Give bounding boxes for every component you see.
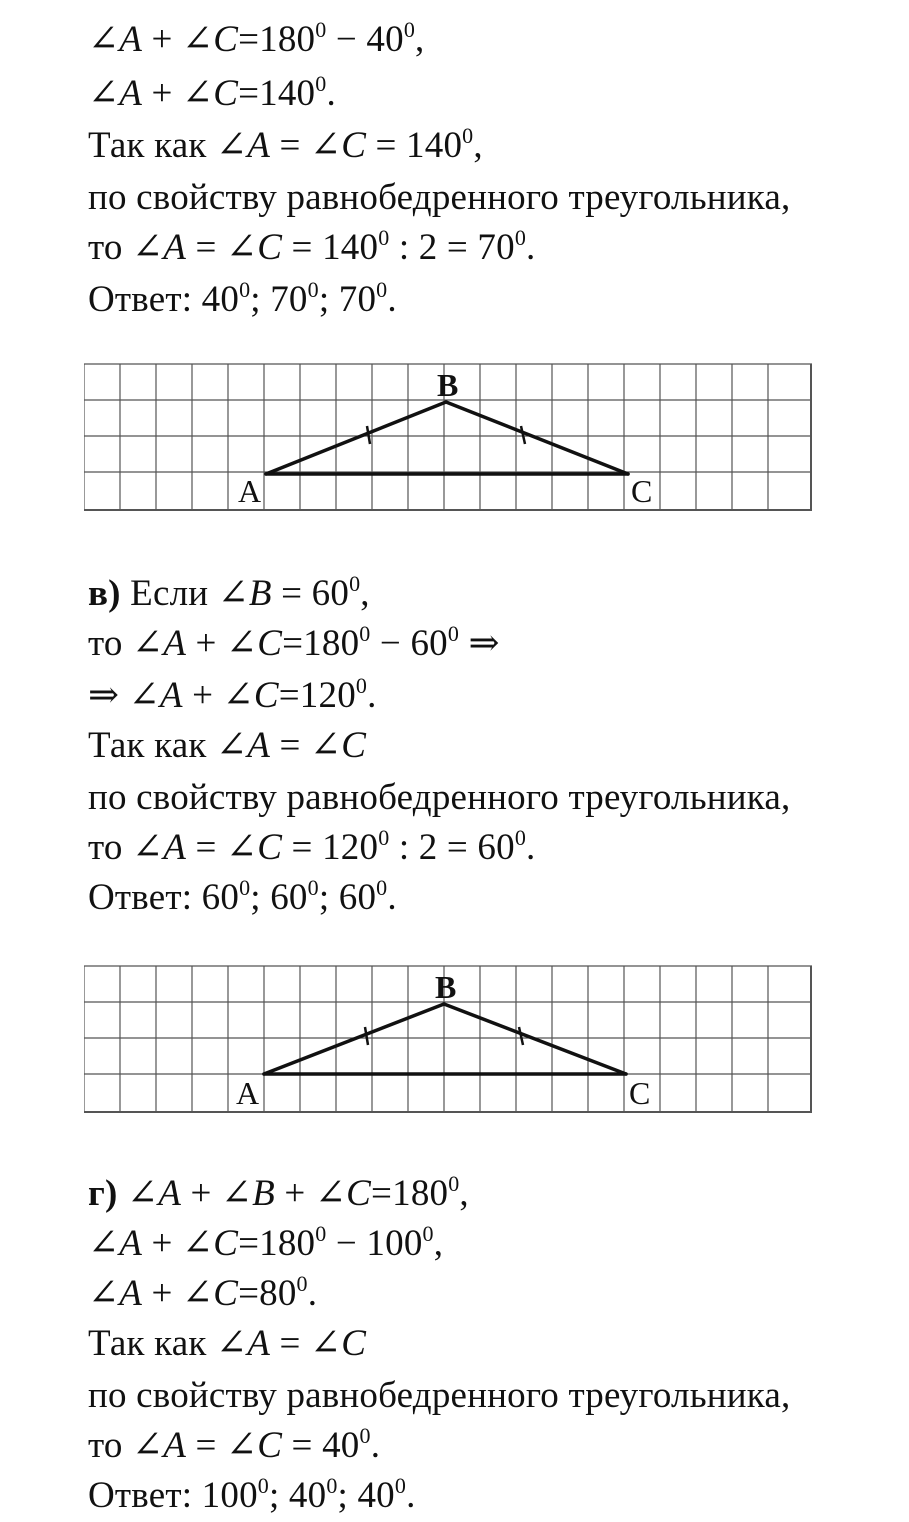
vertex-label-a: A xyxy=(236,1075,260,1111)
text-line-4: по свойству равнобедренного треугольника, xyxy=(88,177,791,218)
vertex-label-b: B xyxy=(437,367,459,403)
text-line-9: ⇒ ∠A + $\angle C=120^0$. xyxy=(88,673,377,716)
equal-side-ticks xyxy=(367,426,525,444)
grid-diagram-1 xyxy=(84,362,814,514)
text-line-19: то ∠A = ∠C = $40^0$. xyxy=(88,1423,381,1466)
triangle-abc xyxy=(264,1004,626,1074)
text-line-12: то ∠A = ∠C = $120^0$ : $2 = 60^0$. xyxy=(88,825,536,868)
text-line-7: в) Если ∠B = $60^0$, xyxy=(88,571,370,614)
text-line-17: Так как ∠A = ∠C xyxy=(88,1323,367,1364)
triangle-figure-2 xyxy=(84,964,814,1116)
text-line-6: Ответ: $40^0$; $70^0$; $70^0$. xyxy=(88,277,397,320)
vertex-label-c: C xyxy=(629,1075,651,1111)
text-line-18: по свойству равнобедренного треугольника, xyxy=(88,1375,791,1416)
text-line-11: по свойству равнобедренного треугольника, xyxy=(88,777,791,818)
text-line-2: ∠A + $\angle C=140^0$. xyxy=(88,71,336,114)
vertex-label-b: B xyxy=(435,969,457,1005)
grid-diagram-2 xyxy=(84,964,814,1116)
triangle-abc xyxy=(266,402,628,474)
text-line-1: ∠A + $\angle C=180^0 - 40^0$, xyxy=(88,17,425,60)
triangle-figure-1 xyxy=(84,362,814,514)
text-line-5: то ∠A = ∠C = $140^0$ : $2 = 70^0$. xyxy=(88,225,536,268)
text-line-15: ∠A + $\angle C=180^0 - 100^0$, xyxy=(88,1221,444,1264)
text-line-20: Ответ: $100^0$; $40^0$; $40^0$. xyxy=(88,1473,416,1516)
text-line-13: Ответ: $60^0$; $60^0$; $60^0$. xyxy=(88,875,397,918)
text-line-14: г) ∠A + ∠B + $\angle C=180^0$, xyxy=(88,1171,469,1214)
vertex-label-a: A xyxy=(238,473,262,509)
text-line-3: Так как ∠A = ∠C = $140^0$, xyxy=(88,123,483,166)
text-line-16: ∠A + $\angle C=80^0$. xyxy=(88,1271,318,1314)
text-line-8: то ∠A + $\angle C=180^0 - 60^0$ ⇒ xyxy=(88,621,500,664)
vertex-label-c: C xyxy=(631,473,653,509)
text-line-10: Так как ∠A = ∠C xyxy=(88,725,367,766)
